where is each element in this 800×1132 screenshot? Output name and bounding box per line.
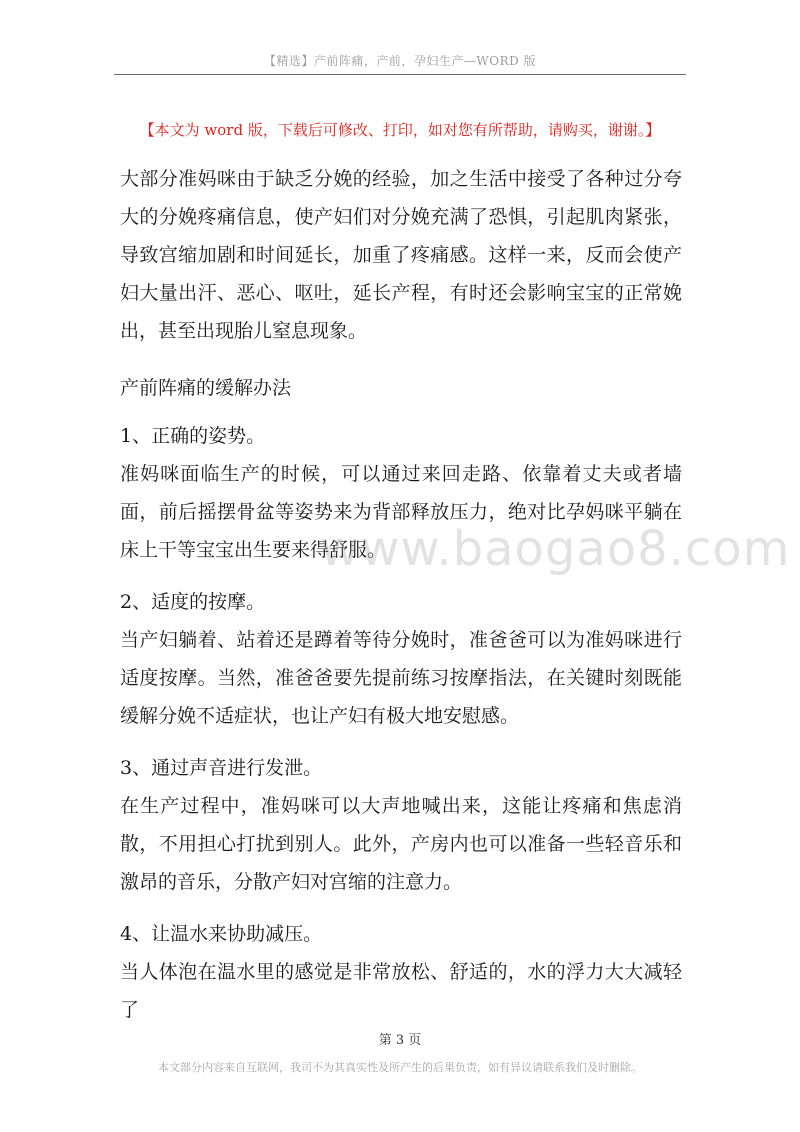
intro-paragraph: 大部分准妈咪由于缺乏分娩的经验，加之生活中接受了各种过分夸大的分娩疼痛信息，使产妇们对分娩充满了恐惧，引起肌肉紧张，导致宫缩加剧和时间延长，加重了疼痛感。这样一来，反而会使产妇大量出汗、恶心、呕吐，延长产程，有时还会影响宝宝的正常娩出，甚至出现胎儿窒息现象。	[120, 168, 682, 342]
item-3-heading: 3、通过声音进行发泄。	[120, 757, 323, 779]
item-4-heading: 4、让温水来协助减压。	[120, 923, 323, 945]
item-3-paragraph: 在生产过程中，准妈咪可以大声地喊出来，这能让疼痛和焦虑消散，不用担心打扰到别人。此外，产房内也可以准备一些轻音乐和激昂的音乐，分散产妇对宫缩的注意力。	[120, 795, 682, 893]
download-notice: 【本文为 word 版，下载后可修改、打印，如对您有所帮助，请购买，谢谢。】	[139, 121, 661, 139]
section-heading: 产前阵痛的缓解办法	[120, 377, 292, 399]
item-4-paragraph: 当人体泡在温水里的感觉是非常放松、舒适的，水的浮力大大减轻了	[120, 961, 682, 1021]
footer-disclaimer: 本文部分内容来自互联网，我司不为其真实性及所产生的后果负责，如有异议请联系我们及时删除。	[158, 1061, 642, 1074]
item-2-paragraph: 当产妇躺着、站着还是蹲着等待分娩时，准爸爸可以为准妈咪进行适度按摩。当然，准爸爸要先提前练习按摩指法，在关键时刻既能缓解分娩不适症状，也让产妇有极大地安慰感。	[120, 629, 682, 727]
item-1-paragraph: 准妈咪面临生产的时候，可以通过来回走路、依靠着丈夫或者墙面，前后摇摆骨盆等姿势来为背部释放压力，绝对比孕妈咪平躺在床上干等宝宝出生要来得舒服。	[120, 463, 682, 561]
item-2-heading: 2、适度的按摩。	[120, 591, 266, 613]
site-watermark: www.baogao8.com	[320, 521, 791, 577]
page-number: 第 3 页	[378, 1033, 422, 1048]
header-divider	[114, 74, 686, 75]
item-1-heading: 1、正确的姿势。	[120, 425, 266, 447]
document-header: 【精选】产前阵痛，产前，孕妇生产—WORD 版	[263, 54, 537, 68]
